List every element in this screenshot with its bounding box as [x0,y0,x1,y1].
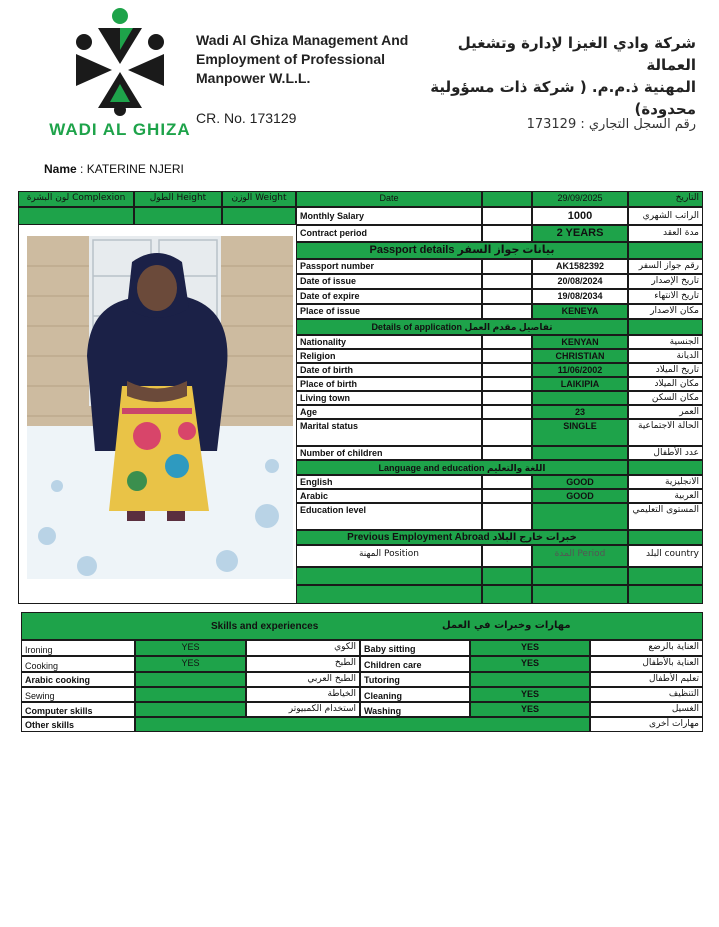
skill-tutoring-value [470,672,590,687]
date-of-issue-label: Date of issue [296,274,482,289]
monthly-salary-value: 1000 [532,207,628,225]
skill-washing-label: Washing [360,702,470,717]
skill-cooking-label: Cooking [21,656,135,672]
living-town-ar: مكان السكن [628,391,703,405]
english-ar: الانجليزية [628,475,703,489]
religion-ar: الديانة [628,349,703,363]
date-of-expire-value: 19/08/2034 [532,289,628,304]
employment-row-2-period [532,585,628,604]
marital-status-value: SINGLE [532,419,628,446]
employment-header-spacer [482,545,532,567]
religion-label: Religion [296,349,482,363]
nationality-value: KENYAN [532,335,628,349]
employment-row-1-period [532,567,628,585]
employment-row-2-country [628,585,703,604]
application-title-spacer [628,319,703,335]
marital-status-ar: الحالة الاجتماعية [628,419,703,446]
religion-value: CHRISTIAN [532,349,628,363]
application-details-title: Details of application تفاصيل مقدم العمل [296,319,628,335]
date-of-birth-ar: تاريخ الميلاد [628,363,703,377]
living-town-value [532,391,628,405]
date-label: Date [296,191,482,207]
cr-number-en: CR. No. 173129 [196,110,297,126]
company-ar-line-2: المهنية ذ.م.م. ( شركة ذات مسؤولية [430,78,696,96]
nationality-ar: الجنسية [628,335,703,349]
education-level-label: Education level [296,503,482,530]
place-of-birth-spacer [482,377,532,391]
skill-computer-ar: استخدام الكمبيوتر [246,702,360,717]
arabic-spacer [482,489,532,503]
employment-row-2-spacer [482,585,532,604]
age-value: 23 [532,405,628,419]
place-of-issue-spacer [482,304,532,319]
skill-ironing-value: YES [135,640,246,656]
monthly-salary-spacer [482,207,532,225]
number-of-children-spacer [482,446,532,460]
english-label: English [296,475,482,489]
skill-baby-sitting-label: Baby sitting [360,640,470,656]
date-value: 29/09/2025 [532,191,628,207]
number-of-children-value [532,446,628,460]
employment-row-1-spacer [482,567,532,585]
name-label: Name [44,162,77,176]
nationality-spacer [482,335,532,349]
skill-children-care-label: Children care [360,656,470,672]
skill-sewing-ar: الخياطة [246,687,360,702]
complexion-header: Complexion لون البشرة [18,191,134,207]
contract-period-ar: مدة العقد [628,225,703,242]
employment-row-1-country [628,567,703,585]
skill-tutoring-label: Tutoring [360,672,470,687]
company-name-en [196,31,436,88]
company-ar-line-3: محدودة) [634,100,696,118]
date-of-expire-ar: تاريخ الانتهاء [628,289,703,304]
skills-title-en: Skills and experiences [211,621,319,632]
place-of-issue-value: KENEYA [532,304,628,319]
marital-status-spacer [482,419,532,446]
skill-cleaning-ar: التنظيف [590,687,703,702]
date-of-issue-spacer [482,274,532,289]
english-spacer [482,475,532,489]
passport-number-value: AK1582392 [532,259,628,274]
date-of-issue-value: 20/08/2024 [532,274,628,289]
height-value [134,207,222,225]
company-line-2: Employment of Professional [196,51,386,67]
passport-title-spacer [628,242,703,259]
skill-children-care-value: YES [470,656,590,672]
date-of-expire-label: Date of expire [296,289,482,304]
place-of-birth-ar: مكان الميلاد [628,377,703,391]
place-of-birth-label: Place of birth [296,377,482,391]
weight-header: Weight الوزن [222,191,296,207]
date-of-birth-spacer [482,363,532,377]
date-spacer [482,191,532,207]
applicant-photo [27,236,293,579]
language-title-spacer [628,460,703,475]
company-logo [40,4,200,144]
date-of-expire-spacer [482,289,532,304]
age-spacer [482,405,532,419]
skill-ironing-label: Ironing [21,640,135,656]
company-line-1: Wadi Al Ghiza Management And [196,32,409,48]
living-town-spacer [482,391,532,405]
employment-row-2-position [296,585,482,604]
skill-baby-sitting-value: YES [470,640,590,656]
skill-arabic-cooking-ar: الطبخ العربي [246,672,360,687]
skill-tutoring-ar: تعليم الأطفال [590,672,703,687]
skill-washing-ar: الغسيل [590,702,703,717]
country-header: country البلد [628,545,703,567]
other-skills-label: Other skills [21,717,135,732]
passport-number-spacer [482,259,532,274]
date-of-birth-value: 11/06/2002 [532,363,628,377]
religion-spacer [482,349,532,363]
passport-number-label: Passport number [296,259,482,274]
age-label: Age [296,405,482,419]
skill-washing-value: YES [470,702,590,717]
english-value: GOOD [532,475,628,489]
place-of-issue-label: Place of issue [296,304,482,319]
date-of-issue-ar: تاريخ الإصدار [628,274,703,289]
passport-details-title: Passport details بيانات جواز السفر [296,242,628,259]
place-of-birth-value: LAIKIPIA [532,377,628,391]
name-value: : KATERINE NJERI [80,162,184,176]
applicant-name [44,162,184,176]
living-town-label: Living town [296,391,482,405]
skill-computer-value [135,702,246,717]
passport-number-ar: رقم جواز السفر [628,259,703,274]
education-level-spacer [482,503,532,530]
skill-ironing-ar: الكوي [246,640,360,656]
number-of-children-label: Number of children [296,446,482,460]
skill-sewing-label: Sewing [21,687,135,702]
height-header: Height الطول [134,191,222,207]
age-ar: العمر [628,405,703,419]
skill-cooking-ar: الطبخ [246,656,360,672]
other-skills-value [135,717,590,732]
logo-text: WADI AL GHIZA [49,120,191,139]
date-ar: التاريخ [628,191,703,207]
skill-cleaning-label: Cleaning [360,687,470,702]
weight-value [222,207,296,225]
skill-arabic-cooking-label: Arabic cooking [21,672,135,687]
date-of-birth-label: Date of birth [296,363,482,377]
skill-baby-sitting-ar: العناية بالرضع [590,640,703,656]
skills-title-ar: مهارات وخبرات في العمل [442,620,571,631]
nationality-label: Nationality [296,335,482,349]
monthly-salary-ar: الراتب الشهري [628,207,703,225]
previous-employment-title: Previous Employment Abroad خبرات خارج البلاد [296,530,628,545]
skill-children-care-ar: العناية بالأطفال [590,656,703,672]
arabic-ar: العربية [628,489,703,503]
other-skills-ar: مهارات أخرى [590,717,703,732]
company-name-ar [420,32,696,120]
language-education-title: Language and education اللغة والتعليم [296,460,628,475]
education-level-ar: المستوى التعليمي [628,503,703,530]
education-level-value [532,503,628,530]
monthly-salary-label: Monthly Salary [296,207,482,225]
skills-title-bar [21,612,703,640]
company-ar-line-1: شركة وادي الغيزا لإدارة وتشغيل العمالة [457,34,696,74]
skill-sewing-value [135,687,246,702]
place-of-issue-ar: مكان الاصدار [628,304,703,319]
arabic-value: GOOD [532,489,628,503]
position-header: Position المهنة [296,545,482,567]
number-of-children-ar: عدد الأطفال [628,446,703,460]
contract-period-spacer [482,225,532,242]
complexion-value [18,207,134,225]
employment-title-spacer [628,530,703,545]
skill-cleaning-value: YES [470,687,590,702]
period-header: Period المدة [532,545,628,567]
company-line-3: Manpower W.L.L. [196,70,311,86]
skill-cooking-value: YES [135,656,246,672]
contract-period-value: 2 YEARS [532,225,628,242]
cr-number-ar: رقم السجل التجاري : 173129 [526,117,696,132]
skill-computer-label: Computer skills [21,702,135,717]
marital-status-label: Marital status [296,419,482,446]
arabic-label: Arabic [296,489,482,503]
skill-arabic-cooking-value [135,672,246,687]
employment-row-1-position [296,567,482,585]
contract-period-label: Contract period [296,225,482,242]
